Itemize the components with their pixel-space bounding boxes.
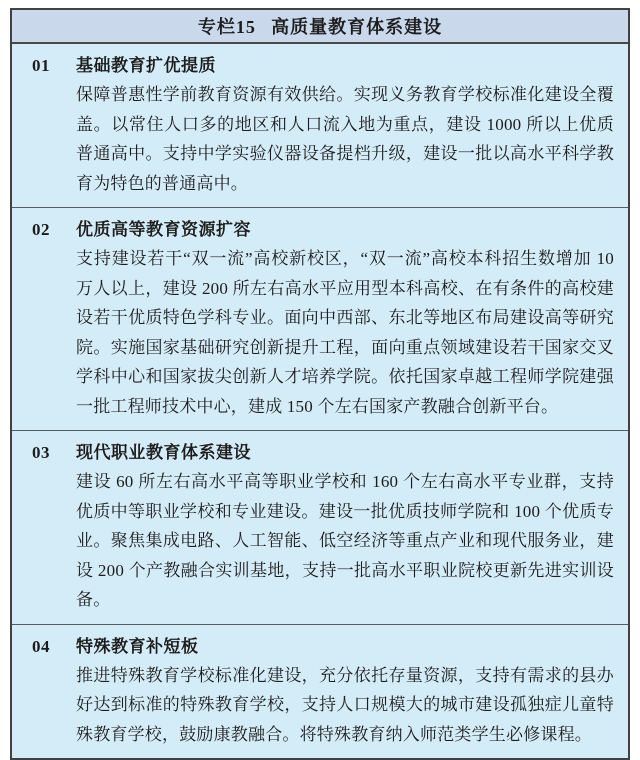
section-header bbox=[32, 215, 614, 244]
panel-title-label: 专栏15 bbox=[197, 17, 256, 37]
section-vocational-education bbox=[12, 430, 628, 624]
section-heading: 特殊教育补短板 bbox=[76, 636, 199, 656]
column-panel bbox=[10, 8, 630, 760]
section-body-text: 推进特殊教育学校标准化建设，充分依托存量资源，支持有需求的县办好达到标准的特殊教育学校，支持人口规模大的城市建设孤独症儿童特殊教育学校，鼓励康教融合。将特殊教育纳入师范类学生必修课程。 bbox=[76, 665, 614, 744]
section-heading: 现代职业教育体系建设 bbox=[76, 443, 251, 462]
section-header bbox=[32, 51, 614, 80]
section-heading: 优质高等教育资源扩容 bbox=[76, 220, 251, 239]
section-heading: 基础教育扩优提质 bbox=[76, 56, 216, 75]
section-number: 01 bbox=[32, 56, 50, 75]
section-body-text: 建设 60 所左右高水平高等职业学校和 160 个左右高水平专业群，支持优质中等职业学校和专业建设。建设一批优质技师学院和 100 个优质专业。聚焦集成电路、人工智能、低空经济等重点产业和现代服务业，建设 200 个产教融合实训基地，支持一批高水平职业院校更新先进实训设备。 bbox=[76, 472, 614, 609]
section-header bbox=[32, 632, 614, 661]
panel-title-bar bbox=[12, 10, 628, 44]
section-special-education bbox=[12, 624, 628, 759]
section-header bbox=[32, 438, 614, 467]
panel-title-text: 高质量教育体系建设 bbox=[271, 17, 443, 37]
section-body-text: 保障普惠性学前教育资源有效供给。实现义务教育学校标准化建设全覆盖。以常住人口多的地区和人口流入地为重点，建设 1000 所以上优质普通高中。支持中学实验仪器设备提档升级，建设一批以高水平科学教育为特色的普通高中。 bbox=[76, 85, 614, 193]
section-number: 02 bbox=[32, 220, 50, 239]
section-number: 04 bbox=[32, 636, 50, 656]
section-basic-education bbox=[12, 44, 628, 207]
section-higher-education bbox=[12, 207, 628, 430]
section-body-text: 支持建设若干“双一流”高校新校区，“双一流”高校本科招生数增加 10 万人以上，建设 200 所左右高水平应用型本科高校、在有条件的高校建设若干优质特色学科专业。面向中西部、东北等地区布局建设高等研究院。实施国家基础研究创新提升工程，面向重点领域建设若干国家交叉学科中心和国家拔尖创新人才培养学院。依托国家卓越工程师学院建强一批工程师技术中心，建成 150 个左右国家产教融合创新平台。 bbox=[76, 249, 614, 416]
section-number: 03 bbox=[32, 443, 50, 462]
